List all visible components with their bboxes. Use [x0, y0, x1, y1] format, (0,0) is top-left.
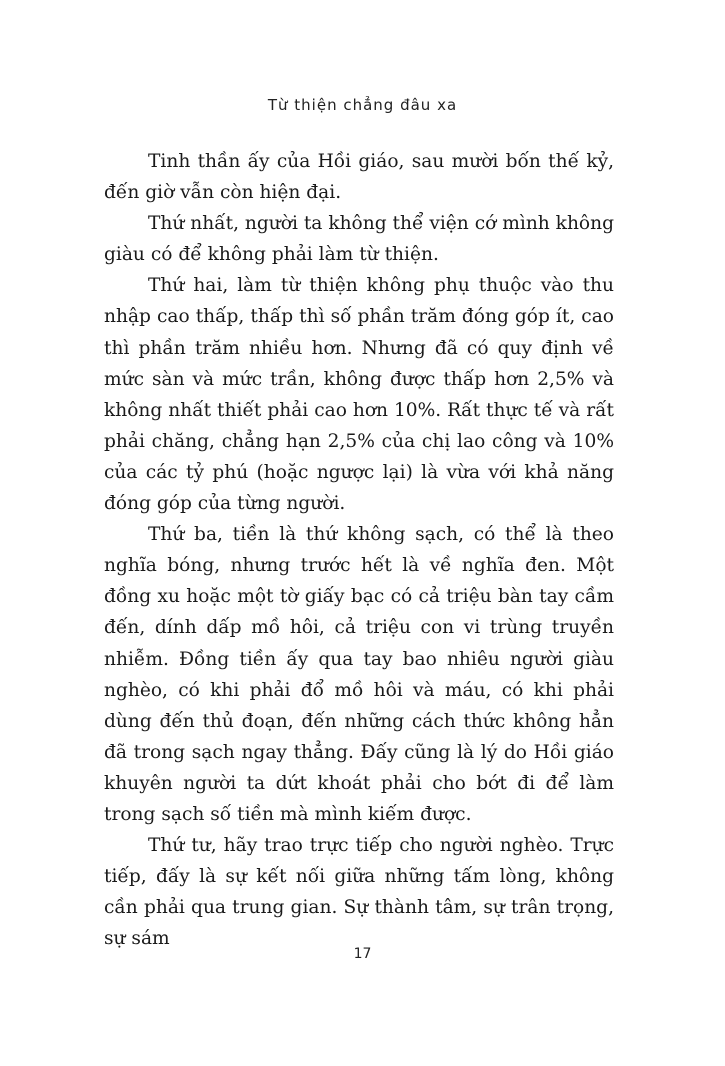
paragraph: Tinh thần ấy của Hồi giáo, sau mười bốn thế kỷ, đến giờ vẫn còn hiện đại. [104, 151, 614, 204]
page-number: 17 [353, 946, 372, 962]
paragraph: Thứ nhất, người ta không thể viện cớ mình không giàu có để không phải làm từ thiện. [104, 213, 614, 266]
running-head: Từ thiện chẳng đâu xa [267, 96, 458, 114]
paragraph: Thứ hai, làm từ thiện không phụ thuộc vào thu nhập cao thấp, thấp thì số phần trăm đóng góp ít, cao thì phần trăm nhiều hơn. Nhưng đã có quy định về mức sàn và mức trần, không được thấp hơn 2,5% và không nhất thiết phải cao hơn 10%. Rất thực tế và rất phải chăng, chẳng hạn 2,5% của chị lao công và 10% của các tỷ phú (hoặc ngược lại) là vừa với khả năng đóng góp của từng người. [104, 275, 614, 515]
paragraph: Thứ ba, tiền là thứ không sạch, có thể là theo nghĩa bóng, nhưng trước hết là về nghĩa đen. Một đồng xu hoặc một tờ giấy bạc có cả triệu bàn tay cầm đến, dính dấp mồ hôi, cả triệu con vi trùng truyền nhiễm. Đồng tiền ấy qua tay bao nhiêu người giàu nghèo, có khi phải đổ mồ hôi và máu, có khi phải dùng đến thủ đoạn, đến những cách thức không hẳn đã trong sạch ngay thẳng. Đấy cũng là lý do Hồi giáo khuyên người ta dứt khoát phải cho bớt đi để làm trong sạch số tiền mà mình kiếm được. [104, 524, 614, 825]
paragraph-continued: Thứ tư, hãy trao trực tiếp cho người nghèo. Trực tiếp, đấy là sự kết nối giữa những tấm lòng, không cần phải qua trung gian. Sự thành tâm, sự trân trọng, sự sám [104, 835, 614, 950]
body-text [104, 146, 614, 954]
